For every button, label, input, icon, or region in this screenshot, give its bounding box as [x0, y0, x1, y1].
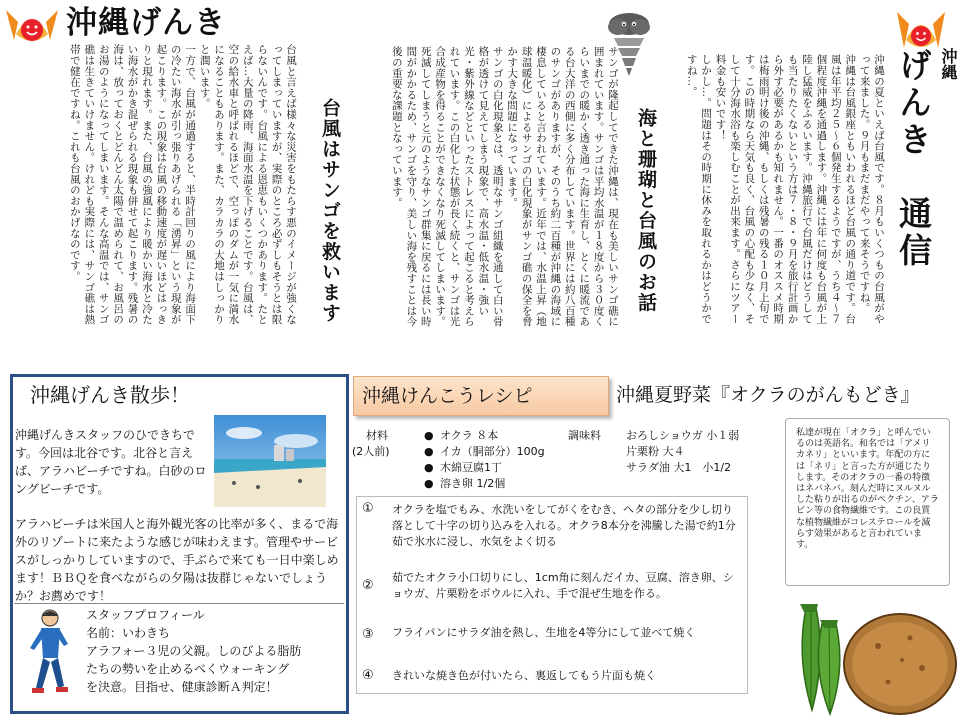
staff-profile-heading: スタッフプロフィール	[86, 608, 205, 622]
typhoon-article-heading: 台風はサンゴを救います	[319, 98, 341, 324]
coral-article-body	[360, 46, 620, 334]
coral-paragraph: サンゴの白化現象とは、透明なサンゴ組織を通して白い骨格が透けて見えてしまう現象で、高水温・低水温・強い光・紫外線などといったストレスによって起こると考えられています。この白化した状態が長く続くと、サンゴは光合成産物を得ることができなくなり死滅してしまいます。死滅してしまうと元のようなサンゴ群集に戻るには長い時間がかかるため、サンゴを守り、美しい海を残すことは今後の重要な課題となっています。	[390, 46, 504, 327]
step-number: ②	[362, 578, 374, 593]
staff-profile-line: を決意。目指せ、健康診断Ａ判定！	[86, 680, 278, 694]
step-text: フライパンにサラダ油を熱し、生地を4等分にして並べて焼く	[392, 626, 696, 639]
step-number: ④	[362, 668, 374, 683]
staff-profile-line: たちの勢いを止めるべくウォーキング	[86, 662, 290, 676]
step-text: オクラを塩でもみ、水洗いをしてがくをむき、ヘタの部分を少し切り落として十字の切り込みを入れる。オクラ8本分を沸騰した湯で約1分茹で氷水に浸し、水気をよく切る	[392, 503, 736, 548]
typhoon-paragraph: 一方で、台風が通過すると、半時計回りの風により海面下の冷たい海水が引っ張りあげられる「湧昇」という現象が起こります。この現象は台風の移動速度が遅いほどはっきりと現れます。また、台風の強風により暖かい海水と冷たい海水がかき混ぜられる現象も併せて起こります。残暑の海は、放っておくとどんどん太陽で温められて、お風呂のお湯のようになってしまいます。そんな高温では、サンゴ礁は生きていけません。けれども実際には、サンゴ礁は熱帯で健在ですね。これも台風のおかげなのです。	[68, 44, 197, 325]
walking-man-icon	[24, 608, 74, 700]
okra-note: 私達が現在「オクラ」と呼んでいるのは英語名。和名では「アメリカネリ」といいます。年配の方には「ネリ」と言った方が通じたりします。そのオクラの一番の特徴はネバネバ。刻んだ時にヌルヌルした粘りが出るのがペクチン、アラビン等の食物繊維です。この良質な植物繊維がコレステロールを減らす効果があると言われています。	[785, 418, 950, 586]
seasoning-item: 片栗粉 大４	[626, 445, 685, 458]
step-text: 茹でたオクラ小口切りにし、1cm角に刻んだイカ、豆腐、溶き卵、ショウガ、片栗粉をボウルに入れ、手で混ぜ生地を作る。	[392, 571, 734, 600]
step-number: ③	[362, 627, 374, 642]
step-text: きれいな焼き色が付いたら、裏返してもう片面も焼く	[392, 669, 656, 682]
bullet-icon: ●	[424, 477, 434, 490]
bullet-icon: ●	[424, 445, 434, 458]
walk-divider	[14, 603, 344, 604]
ingredient-item	[424, 460, 545, 476]
ingredient-text: イカ（胴部分）100g	[440, 445, 545, 458]
mascot-logo-icon	[4, 4, 60, 46]
seasoning-item: サラダ油 大1 小1/2	[626, 461, 732, 474]
coral-article-heading: 海と珊瑚と台風のお話	[635, 108, 657, 313]
intro-column	[685, 54, 886, 334]
coral-paragraph: サンゴが隆起してできた沖縄は、現在も美しいサンゴ礁に囲まれています。サンゴは平均水温が１８度から３０度くらいまでの暖かく透き通った海に生育し、とくに暖流である台大洋の西側に多く分布しています。世界には約八百種のサンゴがありますが、そのうち約二百種が沖縄の海域に棲息していると言われています。近年では、水温上昇（地球温暖化）によるサンゴの白化現象がサンゴ礁の保全を脅かす大きな問題になっています。	[506, 46, 619, 327]
walk-section-title: 沖縄げんき散歩！	[30, 383, 190, 407]
seasoning-list	[626, 428, 739, 476]
beach-photo	[214, 415, 326, 507]
newsletter-title-line1: 沖縄	[939, 48, 958, 80]
walk-body-text: アラハビーチは米国人と海外観光客の比率が多く、まるで海外のリゾートに来たような感じが味わえます。管理やサービスがしっかりしていますので、手ぶらで来ても一日中楽しめます！ＢＢＱを食べながらの夕陽は抜群じゃないでしょうか？お薦めです！	[15, 517, 339, 603]
ingredient-item	[424, 476, 545, 492]
bullet-icon: ●	[424, 461, 434, 474]
seasoning-item: おろしショウガ 小１弱	[626, 429, 740, 442]
okra-ganmodoki-illustration	[760, 598, 960, 718]
ingredient-text: オクラ ８本	[440, 429, 499, 442]
intro-paragraph: 沖縄は台風銀座ともいわれるほど台風の通り道です。台風は年平均２５～６個発生するようですが、うち４～７個程度沖縄を通過します。沖縄には年に何度も台風が上陸し猛威をふるいます。沖縄旅行で台風だけはどうしても当たりたくないという方は７・８・９月を旅行計画から外す必要があるかも知れません。一番のオススメ時期は梅雨明け後の沖縄、もしくは残暑の残る１０月上旬です。この時期なら天気も良く、台風の心配も少なく、そして十分海水浴も楽しむことが出来ます。さらにツアー料金も安いです！	[714, 54, 857, 324]
servings-label: (2人前)	[352, 445, 390, 458]
newsletter-title-line2: げんき 通信	[894, 48, 933, 270]
recipe-banner: 沖縄けんこうレシピ	[353, 376, 609, 416]
typhoon-article-body	[30, 44, 298, 334]
walk-intro-text: 沖縄げんきスタッフのひできちです。今回は北谷です。北谷と言えば、アラハビーチですね。白砂のロングビーチです。	[15, 428, 207, 496]
staff-profile	[86, 606, 344, 696]
staff-profile-line: アラフォー３児の父親。しのびよる脂肪	[86, 644, 302, 658]
recipe-name: 沖縄夏野菜『オクラのがんもどき』	[616, 384, 920, 406]
ingredients-list	[424, 428, 545, 492]
intro-paragraph: しかし…。問題はその時期に休みを取れるかはどうかですね…。	[685, 54, 713, 324]
seasoning-label: 調味料	[568, 429, 601, 442]
bullet-icon: ●	[424, 429, 434, 442]
ingredients-label: 材料	[366, 429, 388, 442]
newsletter-title	[888, 48, 960, 288]
ingredient-text: 溶き卵 1/2個	[440, 477, 506, 490]
step-number: ①	[362, 501, 374, 516]
typhoon-paragraph: 台風と言えば様々な災害をもたらす悪のイメージが強くなってしまっていますが、実際のところ必ずしもそうとは限らないんです。台風による恩恵もいくつかあります。たとえば…大量の降雨、海面水温を下げることです。台風は、空の給水車と呼ばれるほどで、空っぽのダムが一気に満水になることもあります。また、カラカラの大地はしっかりと潤います。	[198, 44, 297, 325]
staff-name: 名前：いわきち	[86, 626, 171, 640]
ingredient-text: 木綿豆腐1丁	[440, 461, 502, 474]
intro-paragraph: 沖縄の夏といえば台風です。８月もいくつもの台風がやって来ました。９月もまだまだやって来そうですね。	[858, 54, 885, 324]
brand-title: 沖縄げんき	[66, 5, 226, 41]
ingredient-item	[424, 428, 545, 444]
ingredient-item	[424, 444, 545, 460]
